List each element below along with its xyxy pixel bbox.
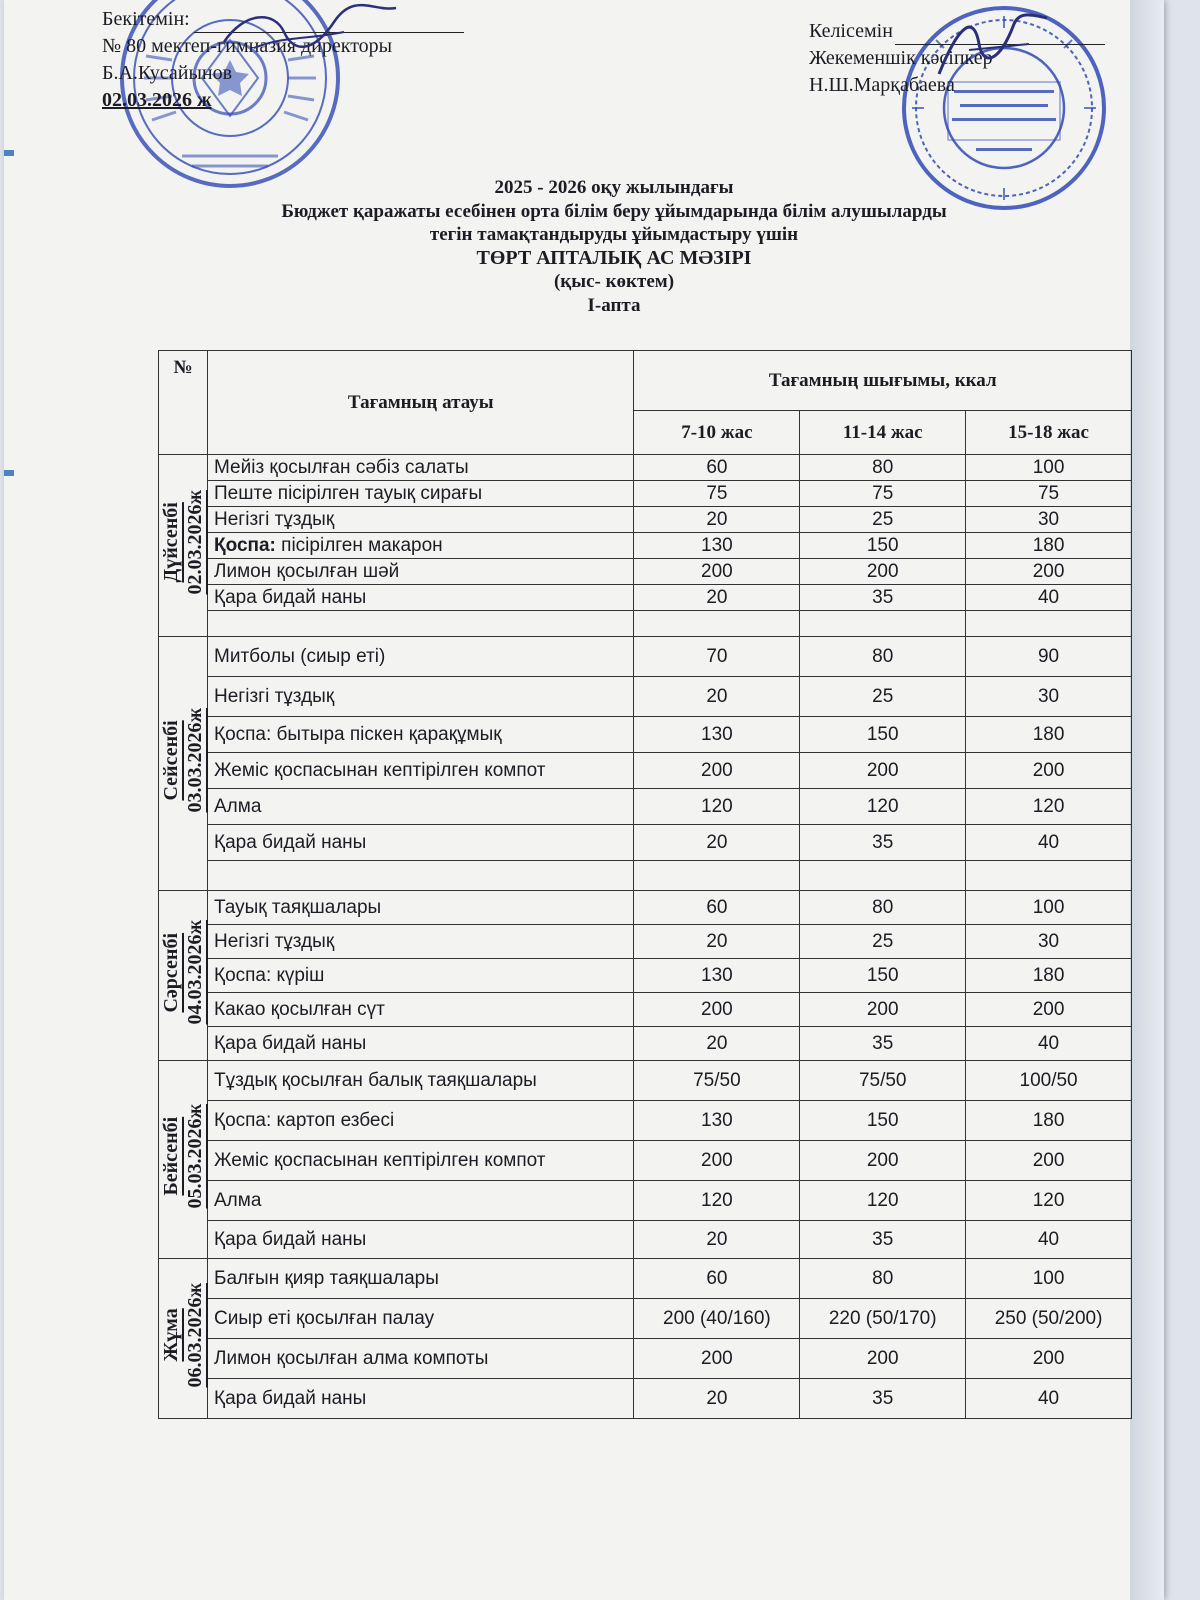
menu-table — [158, 350, 1132, 1419]
age-group-header: 7-10 жас — [634, 411, 800, 455]
agreer-name: Н.Ш.Марқабаева — [809, 74, 955, 96]
dish-name: Тұздық қосылған балық таяқшалары — [214, 1069, 537, 1091]
approver-name: Б.А.Кусайынов — [102, 62, 233, 84]
age-group-header: 15-18 жас — [966, 411, 1132, 455]
kcal-value: 120 — [966, 1181, 1132, 1221]
dish-name-cell — [208, 1027, 634, 1061]
dish-name: Мейіз қосылған сәбіз салаты — [214, 456, 469, 478]
age-group-header: 11-14 жас — [800, 411, 966, 455]
agreer-position: Жекеменшік кәсіпкер — [809, 47, 993, 69]
kcal-value: 200 — [800, 753, 966, 789]
table-row — [159, 993, 1132, 1027]
kcal-value: 180 — [966, 959, 1132, 993]
table-row — [159, 891, 1132, 925]
kcal-value: 200 — [966, 1339, 1132, 1379]
table-row — [159, 1259, 1132, 1299]
kcal-value: 120 — [800, 789, 966, 825]
day-date: 06.03.2026ж — [184, 1283, 206, 1388]
dish-name: Тауық таяқшалары — [214, 896, 382, 918]
kcal-value: 20 — [634, 585, 800, 611]
agreement-title: Келісемін — [809, 20, 893, 42]
col-number-header: № — [159, 351, 208, 455]
kcal-value: 200 — [634, 753, 800, 789]
kcal-value — [800, 611, 966, 637]
title-week: І-апта — [587, 294, 641, 316]
dish-name-cell — [208, 1181, 634, 1221]
background-stripe — [4, 470, 14, 476]
menu-body — [159, 455, 1132, 1419]
kcal-value — [634, 861, 800, 891]
dish-name: Жеміс қоспасынан кептірілген компот — [214, 759, 546, 781]
dish-name: Митболы (сиыр еті) — [214, 645, 386, 667]
dish-name: Какао қосылған сүт — [214, 998, 385, 1020]
kcal-value: 40 — [966, 825, 1132, 861]
table-row — [159, 1141, 1132, 1181]
col-dish-header: Тағамның атауы — [208, 351, 634, 455]
dish-name-cell — [208, 455, 634, 481]
day-label — [159, 1104, 207, 1209]
table-row — [159, 717, 1132, 753]
kcal-value: 20 — [634, 1027, 800, 1061]
dish-name-cell — [208, 1061, 634, 1101]
kcal-value: 35 — [800, 825, 966, 861]
day-cell — [159, 1259, 208, 1419]
document-titles — [154, 176, 1074, 317]
dish-name: Негізгі тұздық — [214, 508, 335, 530]
day-cell — [159, 1061, 208, 1259]
dish-name-cell — [208, 611, 634, 637]
col-yield-header: Тағамның шығымы, ккал — [634, 351, 1132, 411]
dish-name: Қара бидай наны — [214, 586, 367, 608]
kcal-value: 60 — [634, 1259, 800, 1299]
kcal-value: 150 — [800, 959, 966, 993]
background-stripe — [4, 150, 14, 156]
day-cell — [159, 455, 208, 637]
table-row — [159, 1101, 1132, 1141]
kcal-value: 75 — [634, 481, 800, 507]
kcal-value: 20 — [634, 1221, 800, 1259]
kcal-value: 60 — [634, 455, 800, 481]
kcal-value: 80 — [800, 891, 966, 925]
table-row — [159, 753, 1132, 789]
kcal-value: 100/50 — [966, 1061, 1132, 1101]
dish-name: Негізгі тұздық — [214, 685, 335, 707]
day-date: 03.03.2026ж — [184, 708, 206, 813]
kcal-value: 75 — [800, 481, 966, 507]
kcal-value: 35 — [800, 1221, 966, 1259]
kcal-value: 200 — [634, 993, 800, 1027]
dish-name-cell — [208, 993, 634, 1027]
table-row — [159, 533, 1132, 559]
dish-name-cell — [208, 959, 634, 993]
approval-title: Бекітемін: — [102, 8, 190, 30]
kcal-value: 200 — [634, 559, 800, 585]
kcal-value: 130 — [634, 1101, 800, 1141]
kcal-value: 20 — [634, 507, 800, 533]
kcal-value: 150 — [800, 717, 966, 753]
day-label — [159, 920, 207, 1025]
kcal-value: 80 — [800, 455, 966, 481]
table-row — [159, 1181, 1132, 1221]
kcal-value: 100 — [966, 891, 1132, 925]
dish-name-cell — [208, 1259, 634, 1299]
table-row — [159, 507, 1132, 533]
day-date: 05.03.2026ж — [184, 1104, 206, 1209]
kcal-value: 75/50 — [800, 1061, 966, 1101]
kcal-value: 130 — [634, 959, 800, 993]
dish-prefix: Қоспа: — [214, 534, 276, 556]
kcal-value: 80 — [800, 1259, 966, 1299]
table-row — [159, 1027, 1132, 1061]
kcal-value: 220 (50/170) — [800, 1299, 966, 1339]
dish-name: Балғын қияр таяқшалары — [214, 1267, 439, 1289]
table-row — [159, 1221, 1132, 1259]
table-row — [159, 1379, 1132, 1419]
dish-name-cell — [208, 507, 634, 533]
dish-name-cell — [208, 1141, 634, 1181]
kcal-value: 120 — [800, 1181, 966, 1221]
day-label — [159, 490, 207, 595]
dish-name: Қара бидай наны — [214, 831, 367, 853]
day-name: Жұма — [160, 1308, 182, 1363]
day-date: 04.03.2026ж — [184, 920, 206, 1025]
title-main: ТӨРТ АПТАЛЫҚ АС МӘЗІРІ — [476, 246, 752, 269]
day-cell — [159, 637, 208, 891]
dish-name: Негізгі тұздық — [214, 930, 335, 952]
dish-name: Алма — [214, 795, 262, 817]
table-row — [159, 1339, 1132, 1379]
kcal-value: 200 — [966, 993, 1132, 1027]
approver-position: № 80 мектеп-гимназия директоры — [102, 35, 393, 57]
kcal-value: 20 — [634, 925, 800, 959]
dish-name-cell — [208, 825, 634, 861]
dish-name-cell — [208, 1379, 634, 1419]
dish-name-cell — [208, 861, 634, 891]
table-row — [159, 677, 1132, 717]
day-label — [159, 708, 207, 813]
document-page — [4, 0, 1164, 1600]
title-season: (қыс- көктем) — [553, 271, 675, 292]
dish-name-cell — [208, 1339, 634, 1379]
dish-name-cell — [208, 717, 634, 753]
kcal-value: 75/50 — [634, 1061, 800, 1101]
kcal-value: 30 — [966, 507, 1132, 533]
kcal-value: 25 — [800, 925, 966, 959]
kcal-value: 180 — [966, 717, 1132, 753]
dish-name-cell — [208, 1101, 634, 1141]
kcal-value: 30 — [966, 677, 1132, 717]
table-row — [159, 861, 1132, 891]
day-name: Сәрсенбі — [160, 932, 182, 1013]
kcal-value: 120 — [966, 789, 1132, 825]
table-row — [159, 925, 1132, 959]
kcal-value — [966, 861, 1132, 891]
dish-name: Қоспа: бытыра піскен қарақұмық — [214, 723, 502, 745]
dish-name: Қоспа: картоп езбесі — [214, 1109, 395, 1131]
dish-name-cell — [208, 559, 634, 585]
kcal-value: 200 — [966, 559, 1132, 585]
dish-name-cell — [208, 1221, 634, 1259]
kcal-value — [800, 861, 966, 891]
title-purpose: тегін тамақтандыруды ұйымдастыру үшін — [429, 224, 799, 245]
kcal-value: 130 — [634, 717, 800, 753]
kcal-value: 40 — [966, 585, 1132, 611]
kcal-value: 200 — [800, 1339, 966, 1379]
day-label — [159, 1283, 207, 1388]
kcal-value: 70 — [634, 637, 800, 677]
kcal-value: 25 — [800, 677, 966, 717]
kcal-value — [966, 611, 1132, 637]
day-name: Сейсенбі — [160, 720, 182, 801]
kcal-value: 200 — [800, 993, 966, 1027]
kcal-value: 250 (50/200) — [966, 1299, 1132, 1339]
kcal-value: 200 — [634, 1141, 800, 1181]
day-name: Бейсенбі — [160, 1117, 182, 1196]
kcal-value: 80 — [800, 637, 966, 677]
dish-name: пісірілген макарон — [275, 534, 443, 556]
signature-right — [919, 4, 1069, 84]
day-cell — [159, 891, 208, 1061]
kcal-value: 180 — [966, 1101, 1132, 1141]
kcal-value: 35 — [800, 585, 966, 611]
dish-name-cell — [208, 677, 634, 717]
dish-name: Сиыр еті қосылған палау — [214, 1307, 435, 1329]
day-date: 02.03.2026ж — [184, 490, 206, 595]
kcal-value: 150 — [800, 1101, 966, 1141]
table-row — [159, 611, 1132, 637]
table-row — [159, 825, 1132, 861]
kcal-value: 150 — [800, 533, 966, 559]
kcal-value — [634, 611, 800, 637]
dish-name-cell — [208, 789, 634, 825]
kcal-value: 200 (40/160) — [634, 1299, 800, 1339]
dish-name: Қара бидай наны — [214, 1387, 367, 1409]
kcal-value: 100 — [966, 1259, 1132, 1299]
kcal-value: 200 — [800, 1141, 966, 1181]
kcal-value: 200 — [966, 753, 1132, 789]
kcal-value: 180 — [966, 533, 1132, 559]
page-edge — [1130, 0, 1164, 1600]
kcal-value: 120 — [634, 1181, 800, 1221]
kcal-value: 130 — [634, 533, 800, 559]
kcal-value: 40 — [966, 1221, 1132, 1259]
dish-name-cell — [208, 585, 634, 611]
kcal-value: 200 — [966, 1141, 1132, 1181]
table-row — [159, 455, 1132, 481]
dish-name: Алма — [214, 1189, 262, 1211]
kcal-value: 20 — [634, 677, 800, 717]
kcal-value: 200 — [800, 559, 966, 585]
signature-left — [214, 2, 404, 62]
kcal-value: 40 — [966, 1379, 1132, 1419]
kcal-value: 20 — [634, 1379, 800, 1419]
table-row — [159, 481, 1132, 507]
table-row — [159, 559, 1132, 585]
kcal-value: 60 — [634, 891, 800, 925]
dish-name: Жеміс қоспасынан кептірілген компот — [214, 1149, 546, 1171]
title-subject: Бюджет қаражаты есебінен орта білім беру ұйымдарында білім алушыларды — [281, 200, 947, 222]
kcal-value: 40 — [966, 1027, 1132, 1061]
table-row — [159, 1061, 1132, 1101]
kcal-value: 20 — [634, 825, 800, 861]
dish-name-cell — [208, 925, 634, 959]
dish-name-cell — [208, 753, 634, 789]
kcal-value: 100 — [966, 455, 1132, 481]
dish-name-cell — [208, 1299, 634, 1339]
kcal-value: 75 — [966, 481, 1132, 507]
approval-date: 02.03.2026 ж — [102, 89, 212, 111]
kcal-value: 35 — [800, 1027, 966, 1061]
kcal-value: 25 — [800, 507, 966, 533]
table-row — [159, 637, 1132, 677]
dish-name-cell — [208, 533, 634, 559]
dish-name-cell — [208, 637, 634, 677]
dish-name: Пеште пісірілген тауық сирағы — [214, 482, 483, 504]
dish-name: Қара бидай наны — [214, 1228, 367, 1250]
dish-name: Қара бидай наны — [214, 1032, 367, 1054]
kcal-value: 90 — [966, 637, 1132, 677]
dish-name: Лимон қосылған шәй — [214, 560, 400, 582]
title-year: 2025 - 2026 оқу жылындағы — [494, 177, 734, 198]
kcal-value: 120 — [634, 789, 800, 825]
table-row — [159, 959, 1132, 993]
dish-name-cell — [208, 891, 634, 925]
day-name: Дүйсенбі — [160, 502, 182, 583]
table-row — [159, 1299, 1132, 1339]
dish-name: Лимон қосылған алма компоты — [214, 1347, 489, 1369]
kcal-value: 30 — [966, 925, 1132, 959]
dish-name-cell — [208, 481, 634, 507]
table-row — [159, 585, 1132, 611]
kcal-value: 35 — [800, 1379, 966, 1419]
dish-name: Қоспа: күріш — [214, 964, 325, 986]
table-row — [159, 789, 1132, 825]
kcal-value: 200 — [634, 1339, 800, 1379]
